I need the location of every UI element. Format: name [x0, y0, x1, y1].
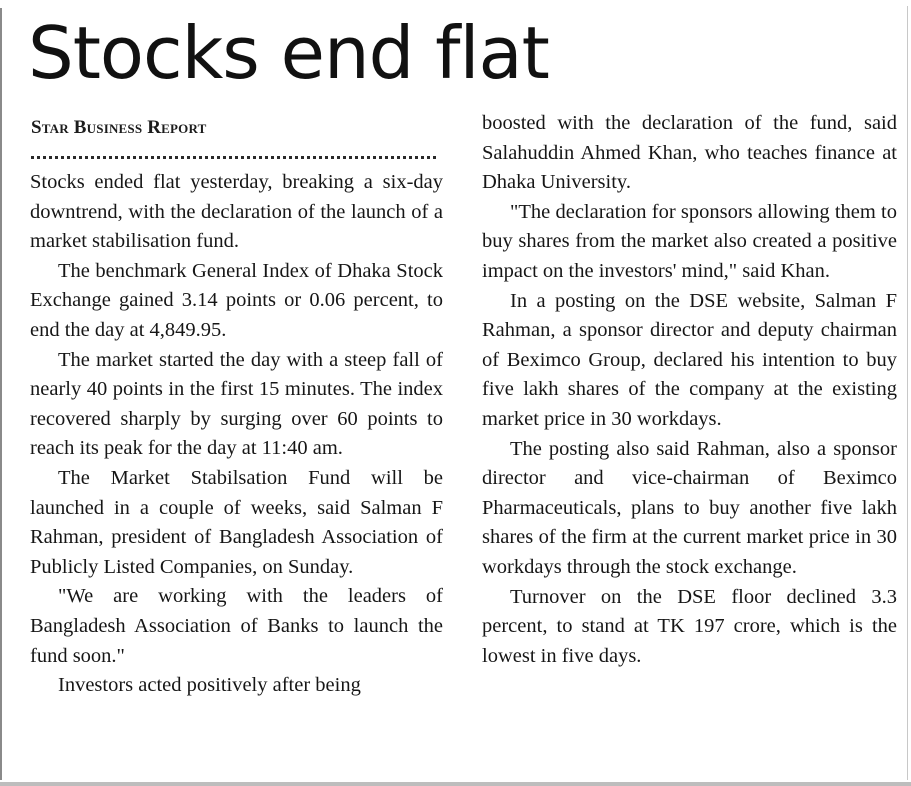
article-paragraph: The Market Stabilsation Fund will be launched in a couple of weeks, said Salman F Rahman, president of Bangladesh Association of Publicly Listed Companies, on Sunday. — [30, 466, 443, 578]
article-paragraph: boosted with the declaration of the fund, said Salahuddin Ahmed Khan, who teaches finance at Dhaka University. — [482, 112, 897, 194]
page-border-bottom — [0, 782, 911, 786]
article-column-right — [482, 109, 897, 671]
article-paragraph: The benchmark General Index of Dhaka Stock Exchange gained 3.14 points or 0.06 percent, to end the day at 4,849.95. — [30, 259, 443, 341]
article-paragraph: "We are working with the leaders of Bangladesh Association of Banks to launch the fund soon." — [30, 585, 443, 667]
page-border-left — [0, 8, 2, 780]
article-paragraph: "The declaration for sponsors allowing them to buy shares from the market also created a positive impact on the investors' mind," said Khan. — [482, 200, 897, 282]
page-border-right — [907, 6, 908, 780]
article-paragraph: Stocks ended flat yesterday, breaking a six-day downtrend, with the declaration of the launch of a market stabilisation fund. — [30, 171, 443, 253]
article-paragraph: Turnover on the DSE floor declined 3.3 percent, to stand at TK 197 crore, which is the lowest in five days. — [482, 585, 897, 667]
article-paragraph: Investors acted positively after being — [58, 674, 361, 697]
byline-divider — [31, 156, 436, 159]
article-byline: Star Business Report — [31, 117, 207, 138]
article-paragraph: The market started the day with a steep fall of nearly 40 points in the first 15 minutes. The index recovered sharply by surging over 60 points to reach its peak for the day at 11:40 am. — [30, 348, 443, 460]
article-headline: Stocks end flat — [28, 11, 549, 95]
article-column-left — [30, 168, 443, 701]
article-paragraph: The posting also said Rahman, also a sponsor director and vice-chairman of Beximco Pharmaceuticals, plans to buy another five lakh shares of the firm at the current market price in 30 workdays through the stock exchange. — [482, 437, 897, 578]
article-paragraph: In a posting on the DSE website, Salman F Rahman, a sponsor director and deputy chairman of Beximco Group, declared his intention to buy five lakh shares of the company at the existing market price in 30 workdays. — [482, 289, 897, 430]
